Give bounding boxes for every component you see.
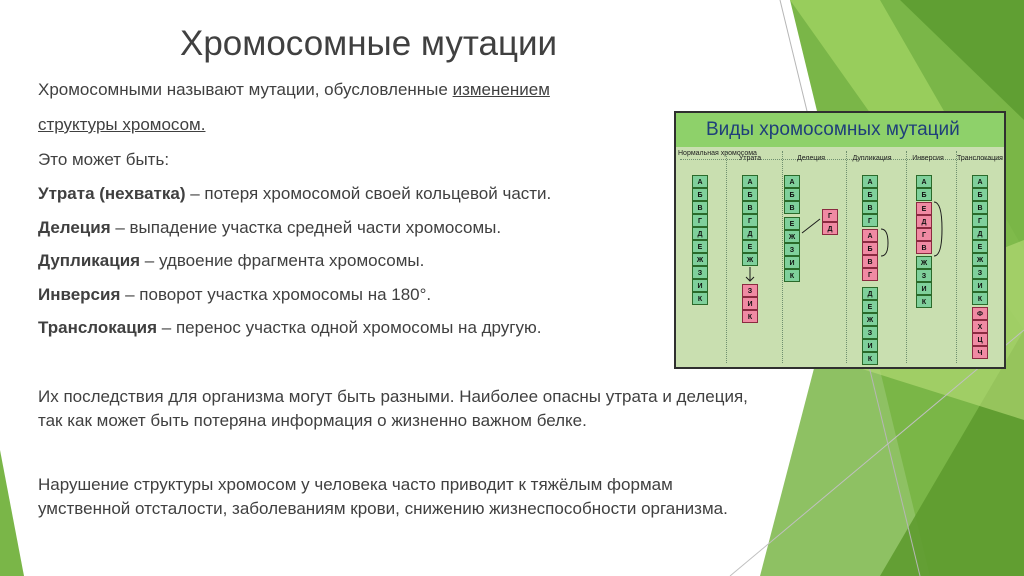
gene-block: И — [692, 279, 708, 292]
gene-block: З — [972, 266, 988, 279]
gene-block: Б — [862, 242, 878, 255]
gene-block: Ч — [972, 346, 988, 359]
definition-text: – потеря хромосомой своей кольцевой части. — [185, 184, 552, 203]
gene-block: З — [862, 326, 878, 339]
gene-block: Д — [916, 215, 932, 228]
gene-block: Б — [784, 188, 800, 201]
gene-block: В — [916, 241, 932, 254]
gene-block: Ж — [692, 253, 708, 266]
gene-block: Д — [742, 227, 758, 240]
gene-block: Е — [862, 300, 878, 313]
gene-block: Ж — [916, 256, 932, 269]
definition-text: – удвоение фрагмента хромосомы. — [140, 251, 425, 270]
gene-block: Д — [822, 222, 838, 235]
column-label: Дупликация — [852, 155, 892, 162]
gene-block: Е — [742, 240, 758, 253]
diagram-arrow — [934, 202, 942, 256]
gene-block: К — [862, 352, 878, 365]
gene-block: Ж — [742, 253, 758, 266]
gene-block: В — [742, 201, 758, 214]
definition-item — [38, 285, 431, 305]
definition-term: Делеция — [38, 218, 111, 237]
gene-block: А — [916, 175, 932, 188]
gene-block: И — [862, 339, 878, 352]
gene-block: А — [862, 229, 878, 242]
consequences-paragraph: Их последствия для организма могут быть разными. Наиболее опасны утрата и делеция, так как может быть потеряна информация о жизненно важном белке. — [38, 387, 748, 430]
gene-block: И — [784, 256, 800, 269]
definition-term: Транслокация — [38, 318, 158, 337]
diagram-arrow — [881, 229, 888, 256]
gene-block: К — [692, 292, 708, 305]
definition-item — [38, 251, 424, 271]
gene-block: В — [972, 201, 988, 214]
gene-block: Г — [916, 228, 932, 241]
gene-block: Ж — [784, 230, 800, 243]
gene-block: Г — [862, 268, 878, 281]
diagram-arrow — [802, 219, 820, 233]
gene-block: И — [742, 297, 758, 310]
gene-block: З — [784, 243, 800, 256]
gene-block: Б — [862, 188, 878, 201]
gene-block: Д — [972, 227, 988, 240]
definition-text: – поворот участка хромосомы на 180°. — [120, 285, 432, 304]
gene-block: К — [972, 292, 988, 305]
gene-block: Е — [916, 202, 932, 215]
definition-item — [38, 184, 551, 204]
definition-text: – перенос участка одной хромосомы на другую. — [157, 318, 542, 337]
gene-block: И — [972, 279, 988, 292]
gene-block: Б — [742, 188, 758, 201]
gene-block: Г — [972, 214, 988, 227]
gene-block: К — [742, 310, 758, 323]
gene-block: З — [916, 269, 932, 282]
definition-text: – выпадение участка средней части хромосомы. — [110, 218, 502, 237]
gene-block: Д — [862, 287, 878, 300]
gene-block: З — [742, 284, 758, 297]
gene-block: Г — [862, 214, 878, 227]
mutation-types-figure — [674, 111, 1006, 369]
gene-block: В — [692, 201, 708, 214]
column-label: Нормальная хромосома — [678, 150, 757, 157]
gene-block: А — [862, 175, 878, 188]
gene-block: Е — [784, 217, 800, 230]
gene-block: Е — [972, 240, 988, 253]
gene-block: К — [916, 295, 932, 308]
gene-block: В — [784, 201, 800, 214]
human-paragraph: Нарушение структуры хромосом у человека часто приводит к тяжёлым формам умственной отсталости, заболеваниям крови, снижению жизнеспособности организма. — [38, 475, 728, 518]
diagram-arrow — [746, 267, 754, 281]
definition-term: Инверсия — [38, 285, 121, 304]
intro-line-2: структуры хромосом. — [38, 115, 206, 134]
gene-block: З — [692, 266, 708, 279]
gene-block: К — [784, 269, 800, 282]
gene-block: Д — [692, 227, 708, 240]
figure-title: Виды хромосомных мутаций — [676, 113, 1004, 147]
definition-item — [38, 318, 541, 338]
definition-item — [38, 218, 501, 238]
gene-block: Г — [692, 214, 708, 227]
gene-block: А — [692, 175, 708, 188]
gene-block: Г — [742, 214, 758, 227]
intro-text: Хромосомными называют мутации, обусловленные — [38, 80, 453, 99]
gene-block: Б — [692, 188, 708, 201]
column-label: Инверсия — [912, 155, 944, 162]
definition-term: Дупликация — [38, 251, 141, 270]
gene-block: Е — [692, 240, 708, 253]
gene-block: Ф — [972, 307, 988, 320]
underlined-term: изменением — [452, 80, 550, 99]
definition-term: Утрата (нехватка) — [38, 184, 186, 203]
gene-block: А — [784, 175, 800, 188]
gene-block: Ж — [972, 253, 988, 266]
diagram-arrows — [676, 147, 1004, 367]
gene-block: Г — [822, 209, 838, 222]
intro-line — [38, 80, 550, 100]
column-label: Утрата — [738, 155, 762, 162]
gene-block: Ж — [862, 313, 878, 326]
gene-block: Б — [916, 188, 932, 201]
gene-block: Х — [972, 320, 988, 333]
figure-body — [676, 147, 1004, 369]
gene-block: В — [862, 201, 878, 214]
gene-block: А — [972, 175, 988, 188]
column-label: Делеция — [796, 155, 826, 162]
gene-block: Б — [972, 188, 988, 201]
gene-block: И — [916, 282, 932, 295]
gene-block: А — [742, 175, 758, 188]
may-be-text: Это может быть: — [38, 150, 170, 169]
page-title: Хромосомные мутации — [180, 24, 558, 63]
gene-block: Ц — [972, 333, 988, 346]
column-label: Транслокация — [957, 155, 1003, 162]
gene-block: В — [862, 255, 878, 268]
